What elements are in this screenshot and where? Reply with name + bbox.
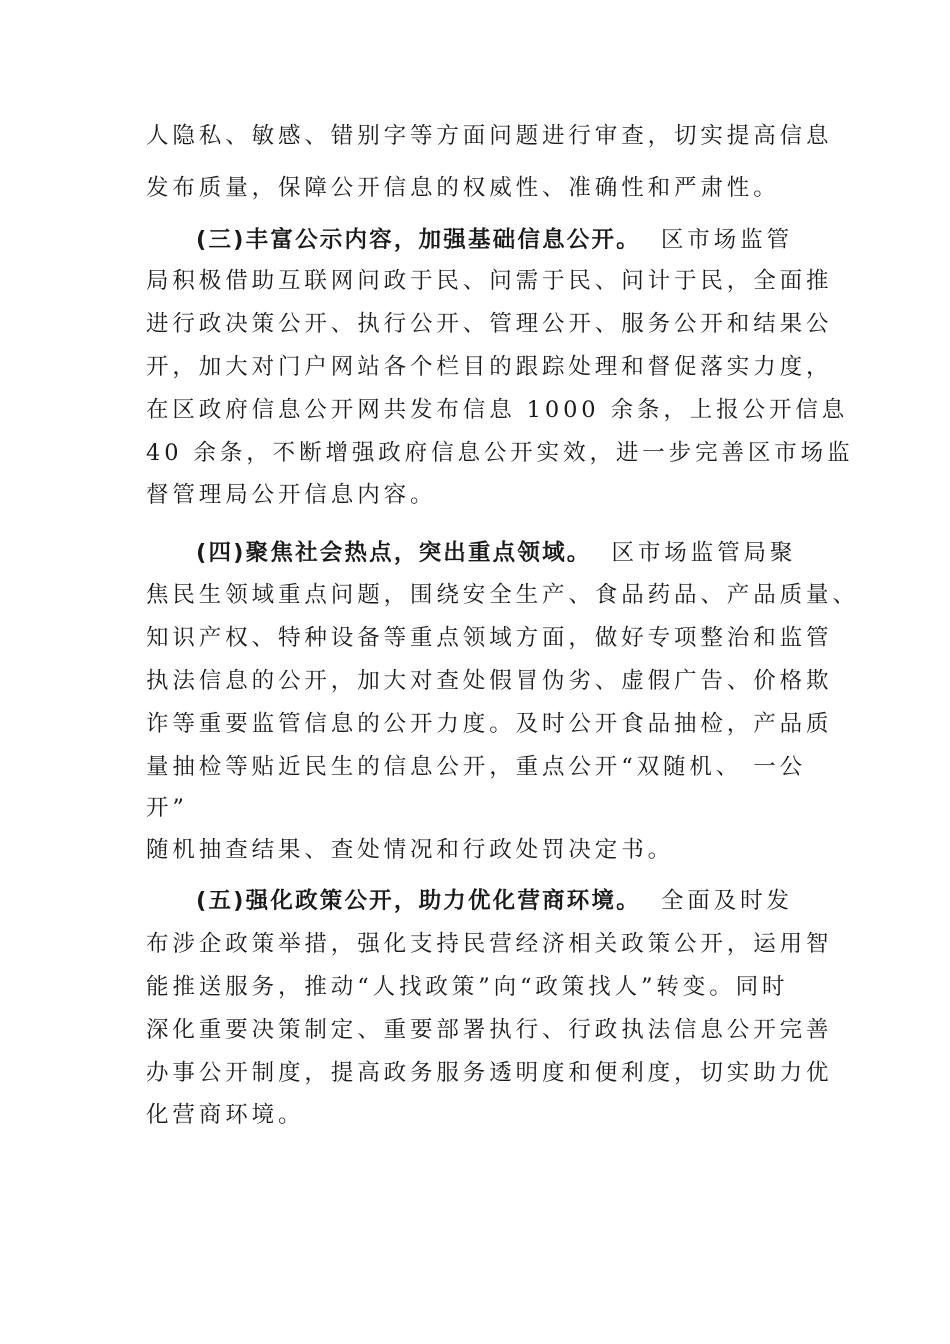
text-line: 开，加大对门户网站各个栏目的跟踪处理和督促落实力度， [146, 354, 833, 380]
text-line: 局积极借助互联网问政于民、问需于民、问计于民，全面推 [146, 268, 833, 294]
text-line: 焦民生领域重点问题，围绕安全生产、食品药品、产品质量、 [146, 582, 859, 608]
section-heading: (五)强化政策公开，助力优化营商环境。 [196, 888, 641, 914]
text-run: 区市场监管 [660, 227, 793, 253]
text-line: 办事公开制度，提高政务服务透明度和便利度，切实助力优 [146, 1060, 833, 1086]
text-line: 发布质量，保障公开信息的权威性、准确性和严肃性。 [146, 175, 780, 201]
section-heading: (四)聚焦社会热点，突出重点领域。 [196, 540, 592, 566]
text-run: 区市场监管局聚 [611, 540, 797, 566]
section-4-first-line [196, 538, 876, 568]
section-3-first-line [196, 225, 876, 255]
text-line: 督管理局公开信息内容。 [146, 482, 437, 508]
text-line: 40 余条，不断增强政府信息公开实效，进一步完善区市场监 [146, 440, 854, 466]
text-line: 人隐私、敏感、错别字等方面问题进行审查，切实提高信息 [146, 123, 833, 149]
text-line: 执法信息的公开，加大对查处假冒伪劣、虚假广告、价格欺 [146, 668, 833, 694]
text-line: 进行政决策公开、执行公开、管理公开、服务公开和结果公 [146, 311, 833, 337]
text-line: 量抽检等贴近民生的信息公开，重点公开“双随机、 一公 [146, 754, 807, 780]
text-line: 随机抽查结果、查处情况和行政处罚决定书。 [146, 837, 675, 863]
section-heading: (三)丰富公示内容，加强基础信息公开。 [196, 227, 641, 253]
text-line: 诈等重要监管信息的公开力度。及时公开食品抽检，产品质 [146, 711, 833, 737]
text-line: 布涉企政策举措，强化支持民营经济相关政策公开，运用智 [146, 931, 833, 957]
text-line: 深化重要决策制定、重要部署执行、行政执法信息公开完善 [146, 1017, 833, 1043]
text-line: 开” [146, 795, 188, 821]
text-line: 在区政府信息公开网共发布信息 1000 余条，上报公开信息 [146, 397, 849, 423]
text-line: 化营商环境。 [146, 1102, 305, 1128]
section-5-first-line [196, 886, 876, 916]
text-run: 全面及时发 [660, 888, 793, 914]
text-line: 能推送服务，推动“人找政策”向“政策找人”转变。同时 [146, 974, 789, 1000]
text-line: 知识产权、特种设备等重点领域方面，做好专项整治和监管 [146, 625, 833, 651]
